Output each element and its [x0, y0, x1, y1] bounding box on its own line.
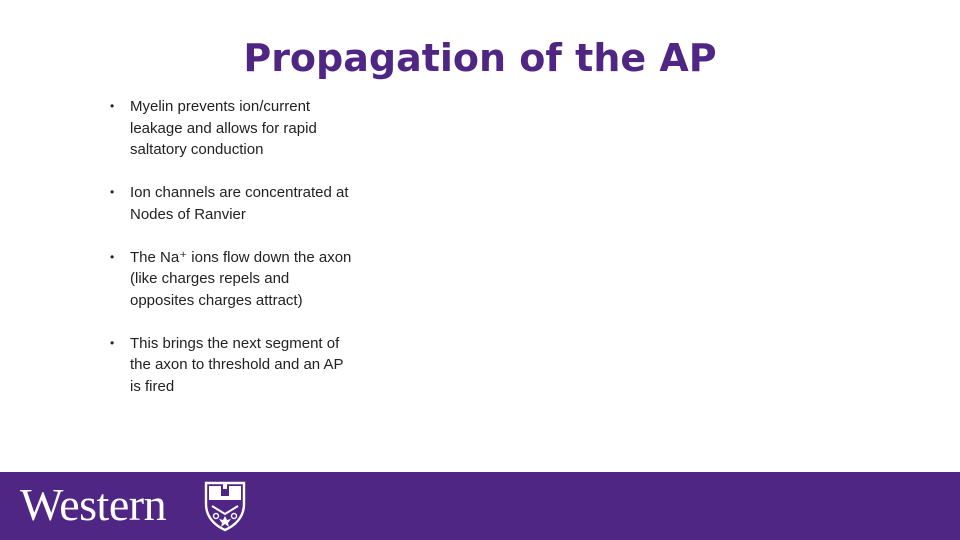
western-wordmark: Western — [20, 479, 167, 530]
slide-title: Propagation of the AP — [243, 36, 717, 80]
bullet-icon: • — [110, 249, 115, 264]
university-crest-icon — [203, 480, 247, 532]
bullet-item — [106, 247, 356, 312]
bullet-list — [106, 96, 356, 397]
bullet-item — [106, 333, 356, 398]
bullet-text: The Na⁺ ions flow down the axon (like charges repels and opposites charges attract) — [130, 248, 352, 309]
bullet-text: This brings the next segment of the axon to threshold and an AP is fired — [130, 334, 344, 395]
bullet-icon: • — [110, 99, 115, 113]
bullet-item — [106, 182, 356, 225]
bullet-text: Ion channels are concentrated at Nodes of Ranvier — [130, 184, 349, 223]
bullet-icon: • — [110, 185, 115, 199]
bullet-icon: • — [110, 335, 115, 350]
footer-bar — [0, 472, 960, 540]
bullet-text: Myelin prevents ion/current leakage and allows for rapid saltatory conduction — [130, 98, 317, 158]
bullet-item — [106, 96, 356, 161]
